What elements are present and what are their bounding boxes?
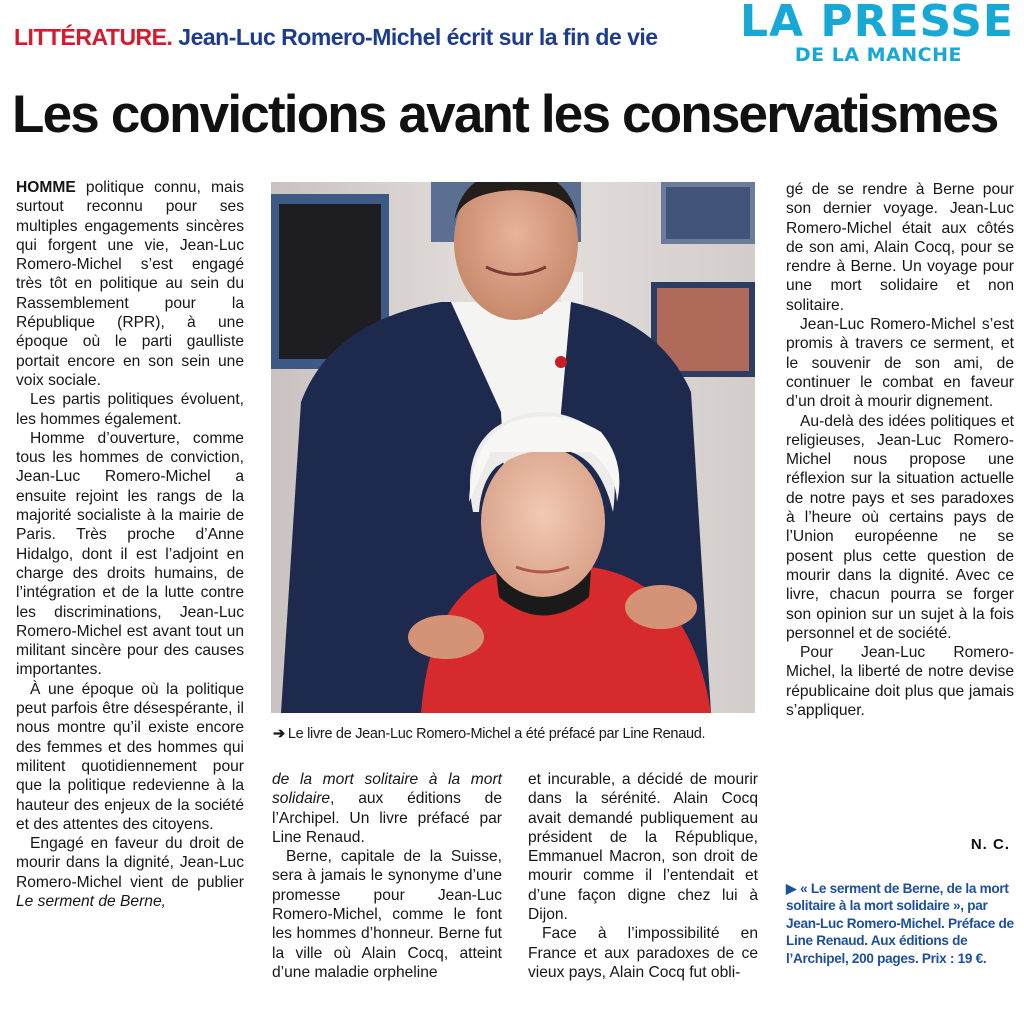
book-info-box — [786, 880, 1014, 967]
book-title-part-2: de la mort solitaire à la mort solidaire — [272, 771, 502, 808]
article-column-2 — [272, 770, 502, 982]
paragraph-4: À une époque où la politique peut parfois être désespérante, il nous montre qu’il existe encore des femmes et des hommes qui militent quotidiennement pour que la politique redevienne à la hauteur des enjeux de la société et des attentes des citoyens. — [16, 680, 244, 833]
book-info-text: « Le serment de Berne, de la mort solitaire à la mort solidaire », par Jean-Luc Romero-Michel. Préface de Line Renaud. Aux éditions de l’Archipel, 200 pages. Prix : 19 €. — [786, 881, 1014, 966]
photo-illustration — [271, 182, 755, 713]
triangle-bullet-icon: ▶ — [786, 881, 797, 896]
article-photo — [271, 182, 755, 713]
lede-word: HOMME — [16, 179, 76, 196]
paragraph-7-continued: gé de se rendre à Berne pour son dernier voyage. Jean-Luc Romero-Michel était aux côtés de son ami, Alain Cocq, pour se rendre à Berne. Un voyage pour une mort solidaire et non solitaire. — [786, 181, 1014, 314]
paragraph-5-text: Engagé en faveur du droit de mourir dans la dignité, Jean-Luc Romero-Michel vient de publier — [16, 835, 244, 891]
paragraph-5 — [16, 834, 244, 911]
photo-caption — [273, 726, 757, 742]
caption-arrow-icon: ➔ — [273, 726, 285, 742]
article-column-4 — [786, 180, 1014, 720]
section-rubric: LITTÉRATURE. — [14, 24, 173, 50]
article-headline: Les convictions avant les conservatismes — [12, 85, 998, 144]
paragraph-9: Au-delà des idées politiques et religieuses, Jean-Luc Romero-Michel nous propose une réflexion sur la situation actuelle de notre pays et ses paradoxes à l’heure où certains pays de l’Union européenne ne se posent plus cette question de mourir dans la dignité. Avec ce livre, chacun pourra se forger son opinion sur un sujet à la fois personnel et de société. — [786, 412, 1014, 642]
section-kicker — [14, 24, 658, 51]
paragraph-10: Pour Jean-Luc Romero-Michel, la liberté de notre devise républicaine doit plus que jamais s’appliquer. — [786, 644, 1014, 720]
paragraph-5-continued — [272, 770, 502, 847]
kicker-subtitle: Jean-Luc Romero-Michel écrit sur la fin de vie — [178, 24, 658, 50]
paragraph-6: Berne, capitale de la Suisse, sera à jamais le synonyme d’une promesse pour Jean-Luc Romero-Michel, comme le font les hommes d’honneur. Berne fut la ville où Alain Cocq, atteint d’une maladie orpheline — [272, 848, 502, 981]
author-signature: N. C. — [970, 836, 1010, 853]
article-column-1 — [16, 178, 244, 911]
article-column-3 — [528, 770, 758, 982]
paragraph-6-continued: et incurable, a décidé de mourir dans la sérénité. Alain Cocq avait demandé publiquement au président de la République, Emmanuel Macron, son droit de mourir comme il l’entendait et d’une façon digne chez lui à Dijon. — [528, 771, 758, 924]
masthead-name: LA PRESSE — [739, 0, 1014, 47]
paragraph-8: Jean-Luc Romero-Michel s’est promis à travers ce serment, et le souvenir de son ami, de continuer le combat en faveur d’un droit à mourir dignement. — [786, 316, 1014, 411]
paragraph-1 — [16, 178, 244, 390]
book-title-part-1: Le serment de Berne, — [16, 892, 166, 910]
paragraph-2: Les partis politiques évoluent, les hommes également. — [16, 391, 244, 428]
paragraph-1-text: politique connu, mais surtout reconnu pour ses multiples engagements sincères qui forgent une vie, Jean-Luc Romero-Michel s’est engagé très tôt en politique au sein du Rassemblement pour la République (RPR), à une époque où le parti gaulliste portait encore en son sein une voix sociale. — [16, 179, 244, 389]
newspaper-masthead — [740, 0, 1014, 65]
paragraph-7: Face à l’impossibilité en France et aux paradoxes de ce vieux pays, Alain Cocq fut obli- — [528, 925, 758, 981]
paragraph-3: Homme d’ouverture, comme tous les hommes de conviction, Jean-Luc Romero-Michel a ensuite rejoint les rangs de la majorité socialiste à la mairie de Paris. Très proche d’Anne Hidalgo, dont il est l’adjoint en charge des droits humains, de l’intégration et de la lutte contre les discriminations, Jean-Luc Romero-Michel est avant tout un militant sincère pour des causes importantes. — [16, 429, 244, 679]
masthead-place: DE LA MANCHE — [794, 44, 962, 66]
paragraph-5-end: , aux éditions de l’Archipel. Un livre préfacé par Line Renaud. — [272, 790, 502, 846]
caption-text: Le livre de Jean-Luc Romero-Michel a été préfacé par Line Renaud. — [287, 726, 706, 742]
